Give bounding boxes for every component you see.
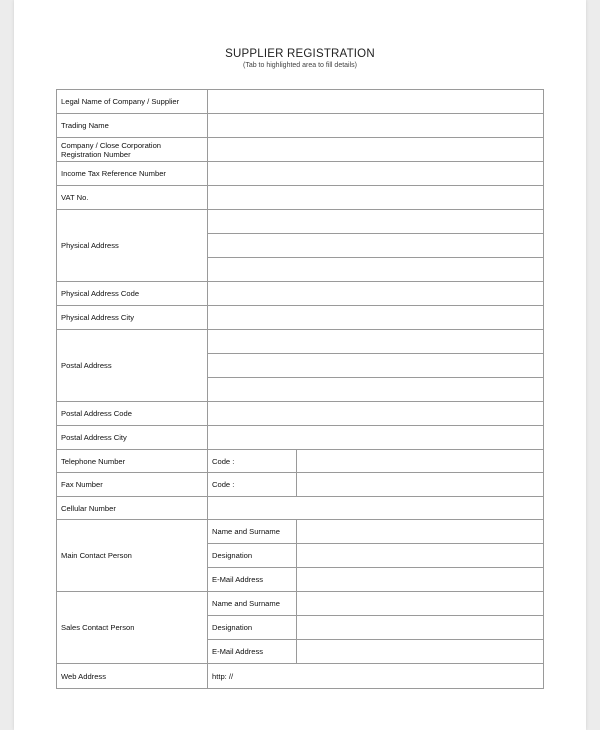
web-address-field[interactable]: http: // xyxy=(208,664,544,689)
postal-address-code-field[interactable] xyxy=(208,402,544,426)
postal-address-city-field[interactable] xyxy=(208,426,544,450)
table-row xyxy=(57,520,544,544)
table-row xyxy=(57,426,544,450)
sales-contact-name-field[interactable] xyxy=(297,592,544,616)
sales-contact-email-label: E-Mail Address xyxy=(208,640,297,664)
registration-number-field[interactable] xyxy=(208,138,544,162)
main-contact-designation-field[interactable] xyxy=(297,544,544,568)
table-row xyxy=(57,473,544,497)
main-contact-label: Main Contact Person xyxy=(57,520,208,592)
telephone-number-field[interactable] xyxy=(297,450,544,473)
cellular-label: Cellular Number xyxy=(57,497,208,520)
main-contact-name-field[interactable] xyxy=(297,520,544,544)
table-row xyxy=(57,186,544,210)
table-row xyxy=(57,306,544,330)
table-row xyxy=(57,497,544,520)
postal-address-line-3[interactable] xyxy=(208,378,544,402)
web-address-label: Web Address xyxy=(57,664,208,689)
registration-number-label: Company / Close Corporation Registration Number xyxy=(57,138,208,162)
document-page xyxy=(14,0,586,730)
postal-address-line-1[interactable] xyxy=(208,330,544,354)
supplier-registration-table xyxy=(56,89,544,689)
form-title: SUPPLIER REGISTRATION xyxy=(225,48,375,60)
physical-address-city-label: Physical Address City xyxy=(57,306,208,330)
income-tax-label: Income Tax Reference Number xyxy=(57,162,208,186)
sales-contact-designation-label: Designation xyxy=(208,616,297,640)
table-row xyxy=(57,114,544,138)
physical-address-label: Physical Address xyxy=(57,210,208,282)
table-row xyxy=(57,162,544,186)
physical-address-city-field[interactable] xyxy=(208,306,544,330)
sales-contact-email-field[interactable] xyxy=(297,640,544,664)
physical-address-code-field[interactable] xyxy=(208,282,544,306)
table-row xyxy=(57,90,544,114)
postal-address-city-label: Postal Address City xyxy=(57,426,208,450)
sales-contact-label: Sales Contact Person xyxy=(57,592,208,664)
trading-name-field[interactable] xyxy=(208,114,544,138)
table-row xyxy=(57,450,544,473)
fax-number-field[interactable] xyxy=(297,473,544,497)
main-contact-email-field[interactable] xyxy=(297,568,544,592)
table-row xyxy=(57,330,544,354)
table-row xyxy=(57,138,544,162)
table-row xyxy=(57,210,544,234)
table-row xyxy=(57,282,544,306)
fax-code-field[interactable]: Code : xyxy=(208,473,297,497)
main-contact-email-label: E-Mail Address xyxy=(208,568,297,592)
physical-address-line-3[interactable] xyxy=(208,258,544,282)
table-row xyxy=(57,664,544,689)
telephone-code-field[interactable]: Code : xyxy=(208,450,297,473)
income-tax-field[interactable] xyxy=(208,162,544,186)
physical-address-line-1[interactable] xyxy=(208,210,544,234)
postal-address-label: Postal Address xyxy=(57,330,208,402)
cellular-field[interactable] xyxy=(208,497,544,520)
physical-address-line-2[interactable] xyxy=(208,234,544,258)
vat-label: VAT No. xyxy=(57,186,208,210)
legal-name-field[interactable] xyxy=(208,90,544,114)
trading-name-label: Trading Name xyxy=(57,114,208,138)
sales-contact-name-label: Name and Surname xyxy=(208,592,297,616)
table-row xyxy=(57,402,544,426)
vat-field[interactable] xyxy=(208,186,544,210)
physical-address-code-label: Physical Address Code xyxy=(57,282,208,306)
postal-address-code-label: Postal Address Code xyxy=(57,402,208,426)
main-contact-name-label: Name and Surname xyxy=(208,520,297,544)
sales-contact-designation-field[interactable] xyxy=(297,616,544,640)
table-row xyxy=(57,592,544,616)
fax-label: Fax Number xyxy=(57,473,208,497)
main-contact-designation-label: Designation xyxy=(208,544,297,568)
postal-address-line-2[interactable] xyxy=(208,354,544,378)
legal-name-label: Legal Name of Company / Supplier xyxy=(57,90,208,114)
form-subtitle: (Tab to highlighted area to fill details) xyxy=(242,62,357,69)
telephone-label: Telephone Number xyxy=(57,450,208,473)
